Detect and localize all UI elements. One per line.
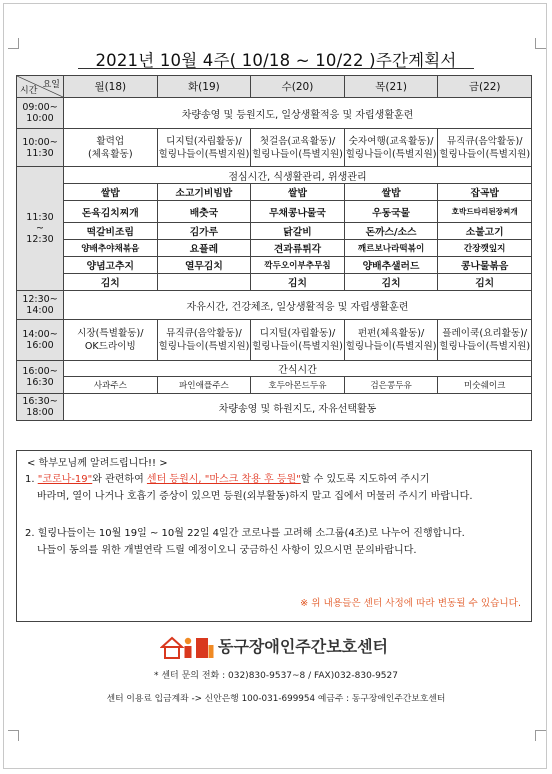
day-header: 월(18) <box>64 76 158 98</box>
activity-cell: 차량송영 및 등원지도, 일상생활적응 및 자립생활훈련 <box>64 98 532 129</box>
menu-item: 깨르보나라떡볶이 <box>344 240 438 257</box>
menu-item: 김가루 <box>157 223 251 240</box>
menu-item: 닭갈비 <box>251 223 345 240</box>
menu-item: 돈까스/소스 <box>344 223 438 240</box>
day-header: 수(20) <box>251 76 345 98</box>
weekly-schedule-table <box>16 75 532 421</box>
menu-item: 쌀밥 <box>344 184 438 201</box>
menu-item: 간장깻잎지 <box>438 240 532 257</box>
header-row <box>17 76 532 98</box>
activity-cell: 숫자여행(교육활동)/ 힐링나들이(특별지원) <box>344 129 438 167</box>
time-slot: 16:30~ 18:00 <box>17 394 64 421</box>
notice-heading: < 학부모님께 알려드립니다!! > <box>27 458 168 469</box>
menu-item: 무채콩나물국 <box>251 201 345 223</box>
schedule-row <box>17 129 532 167</box>
schedule-row <box>17 394 532 421</box>
day-time-corner <box>17 76 64 98</box>
menu-item: 김치 <box>344 274 438 291</box>
day-header: 금(22) <box>438 76 532 98</box>
org-name: 동구장애인주간보호센터 <box>218 637 389 656</box>
notice-highlight: 센터 등원시, "마스크 착용 후 등원" <box>146 474 301 485</box>
activity-cell: 첫걸음(교육활동)/ 힐링나들이(특별지원) <box>251 129 345 167</box>
activity-cell: 플레이쿡(요리활동)/ 힐링나들이(특별지원) <box>438 320 532 361</box>
activity-cell: 디지털(자립활동)/ 힐링나들이(특별지원) <box>251 320 345 361</box>
menu-row <box>17 274 532 291</box>
time-slot: 14:00~ 16:00 <box>17 320 64 361</box>
notice-highlight: "코로나-19" <box>37 474 93 485</box>
crop-mark <box>535 730 546 741</box>
menu-item: 양배추야채볶음 <box>64 240 158 257</box>
menu-item: 쌀밥 <box>251 184 345 201</box>
menu-item: 김치 <box>64 274 158 291</box>
time-slot: 10:00~ 11:30 <box>17 129 64 167</box>
menu-item: 떡갈비조림 <box>64 223 158 240</box>
menu-row <box>17 240 532 257</box>
activity-cell: 자유시간, 건강체조, 일상생활적응 및 자립생활훈련 <box>64 291 532 320</box>
time-slot-lunch: 11:30 ~ 12:30 <box>17 167 64 291</box>
bank-info: 센터 이용료 입금계좌 -> 신안은행 100-031-699954 예금주 : 동구장애인주간보호센터 <box>106 694 446 704</box>
menu-item: 깍두오이부추무침 <box>251 257 345 274</box>
contact-info: * 센터 문의 전화 : 032)830-9537~8 / FAX)032-830-9527 <box>154 671 398 681</box>
menu-item: 요플레 <box>157 240 251 257</box>
parent-notice-box <box>16 450 532 622</box>
menu-row <box>17 184 532 201</box>
activity-cell: 펀펀(체육활동)/ 힐링나들이(특별지원) <box>344 320 438 361</box>
activity-cell: 뮤직큐(음악활동)/ 힐링나들이(특별지원) <box>157 320 251 361</box>
menu-item: 배춧국 <box>157 201 251 223</box>
time-label: 시간 <box>20 86 38 96</box>
menu-item: 양념고추지 <box>64 257 158 274</box>
activity-cell: 시장(특별활동)/ OK드라이빙 <box>64 320 158 361</box>
day-label: 요일 <box>42 80 60 90</box>
menu-item: 소불고기 <box>438 223 532 240</box>
menu-item: 우동국물 <box>344 201 438 223</box>
notice-footnote: ※ 위 내용들은 센터 사정에 따라 변동될 수 있습니다. <box>300 598 521 609</box>
menu-item <box>157 274 251 291</box>
menu-row <box>17 223 532 240</box>
time-slot: 12:30~ 14:00 <box>17 291 64 320</box>
snack-row <box>17 377 532 394</box>
activity-cell: 디지털(자립활동)/ 힐링나들이(특별지원) <box>157 129 251 167</box>
day-header: 목(21) <box>344 76 438 98</box>
time-slot: 09:00~ 10:00 <box>17 98 64 129</box>
menu-row <box>17 201 532 223</box>
activity-cell: 차량송영 및 하원지도, 자유선택활동 <box>64 394 532 421</box>
crop-mark <box>8 730 19 741</box>
snack-item: 미숫쉐이크 <box>438 377 532 394</box>
day-header: 화(19) <box>157 76 251 98</box>
time-slot: 16:00~ 16:30 <box>17 361 64 394</box>
menu-item: 김치 <box>251 274 345 291</box>
snack-item: 검은콩두유 <box>344 377 438 394</box>
snack-item: 파인애플주스 <box>157 377 251 394</box>
menu-item: 호박드타리된장찌개 <box>438 201 532 223</box>
menu-item: 잡곡밥 <box>438 184 532 201</box>
center-logo-icon <box>160 633 216 659</box>
menu-item: 김치 <box>438 274 532 291</box>
schedule-row <box>17 291 532 320</box>
notice-item-1: 1. "코로나-19"와 관련하여 센터 등원시, "마스크 착용 후 등원"할 수 있도록 지도하여 주시기 바라며, 열이 나거나 호흡기 증상이 있으면 등원(외부활동)하지 말고 집에서 머물러 주시기 바랍니다. <box>25 474 473 502</box>
menu-item: 양배추샐러드 <box>344 257 438 274</box>
notice-item-2: 2. 힐링나들이는 10월 19일 ~ 10월 22일 4일간 코로나를 고려해 소그룹(4조)로 나누어 진행합니다. 나들이 동의를 위한 개별연락 드릴 예정이오니 궁금하신 사항이 있으시면 문의바랍니다. <box>25 528 465 556</box>
lunch-header: 점심시간, 식생활관리, 위생관리 <box>64 167 532 184</box>
lunch-header-row <box>17 167 532 184</box>
menu-row <box>17 257 532 274</box>
snack-item: 호두아몬드두유 <box>251 377 345 394</box>
activity-cell: 활력업 (체육활동) <box>64 129 158 167</box>
snack-item: 사과주스 <box>64 377 158 394</box>
menu-item: 견과류튀각 <box>251 240 345 257</box>
menu-item: 소고기비빔밥 <box>157 184 251 201</box>
schedule-row <box>17 320 532 361</box>
menu-item: 콩나물볶음 <box>438 257 532 274</box>
activity-cell: 뮤직큐(음악활동)/ 힐링나들이(특별지원) <box>438 129 532 167</box>
title-underline <box>78 68 474 69</box>
menu-item: 돈육김치찌개 <box>64 201 158 223</box>
snack-header: 간식시간 <box>64 361 532 377</box>
menu-item: 쌀밥 <box>64 184 158 201</box>
menu-item: 열무김치 <box>157 257 251 274</box>
page-title: 2021년 10월 4주( 10/18 ~ 10/22 )주간계획서 <box>95 51 457 70</box>
schedule-row <box>17 98 532 129</box>
snack-header-row <box>17 361 532 377</box>
